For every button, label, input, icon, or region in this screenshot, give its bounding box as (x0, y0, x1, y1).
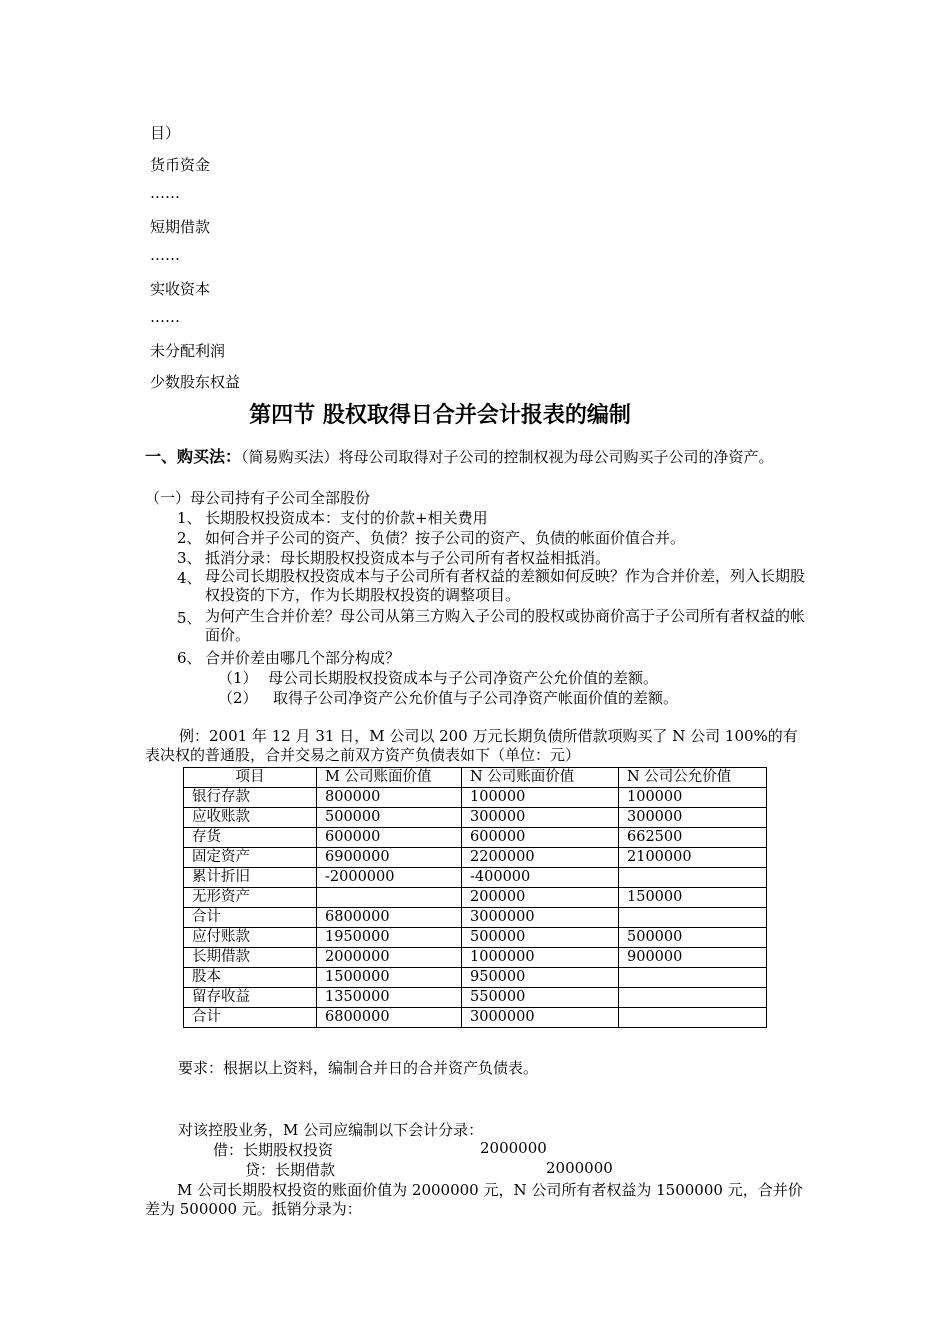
section-title: 第四节 股权取得日合并会计报表的编制 (249, 403, 631, 428)
point-num: 1、 (177, 509, 202, 527)
table-cell: 550000 (462, 988, 619, 1008)
table-cell: 600000 (317, 828, 462, 848)
table-cell: 1350000 (317, 988, 462, 1008)
list-line-5: 实收资本 (150, 280, 211, 298)
sub-point-num: （1） (218, 669, 258, 687)
example-paragraph: 例：2001 年 12 月 31 日，M 公司以 200 万元长期负债所借款项购买了 N 公司 100%的有表决权的普通股，合并交易之前双方资产负债表如下（单位：元） (145, 727, 798, 764)
table-cell: 留存收益 (184, 988, 317, 1008)
table-cell: 500000 (462, 928, 619, 948)
point-6 (177, 647, 401, 668)
table-cell: 3000000 (462, 1008, 619, 1028)
point-5 (177, 607, 810, 645)
point-text: 如何合并子公司的资产、负债？按子公司的资产、负债的帐面价值合并。 (205, 529, 686, 547)
table-cell: 银行存款 (184, 788, 317, 808)
table-cell: 固定资产 (184, 848, 317, 868)
table-cell: 662500 (619, 828, 767, 848)
table-cell: 100000 (462, 788, 619, 808)
table-cell: 2000000 (317, 948, 462, 968)
table-row (184, 908, 767, 928)
table-cell: 6800000 (317, 1008, 462, 1028)
subheading: （一）母公司持有子公司全部股份 (145, 489, 371, 507)
table-row (184, 1008, 767, 1028)
table-header-cell: N 公司公允价值 (619, 768, 767, 788)
table-row (184, 968, 767, 988)
table-header-cell: M 公司账面价值 (317, 768, 462, 788)
requirement-text: 要求：根据以上资料，编制合并日的合并资产负债表。 (178, 1059, 539, 1077)
table-cell: 存货 (184, 828, 317, 848)
table-cell: -400000 (462, 868, 619, 888)
table-cell: 500000 (317, 808, 462, 828)
point-4 (177, 567, 810, 605)
debit-label: 借：长期股权投资 (213, 1141, 334, 1159)
table-cell: 6900000 (317, 848, 462, 868)
table-cell (619, 908, 767, 928)
table-cell: 3000000 (462, 908, 619, 928)
closing-paragraph: M 公司长期股权投资的账面价值为 2000000 元，N 公司所有者权益为 1500000 元，合并价差为 500000 元。抵销分录为： (145, 1181, 803, 1218)
point-3 (177, 547, 611, 568)
table-row (184, 948, 767, 968)
table-cell: 950000 (462, 968, 619, 988)
table-cell: 2100000 (619, 848, 767, 868)
point-1 (177, 507, 488, 528)
point-num: 5、 (177, 609, 202, 627)
point-text: 合并价差由哪几个部分构成？ (205, 649, 401, 667)
balance-sheet-table (183, 767, 767, 1028)
list-line-8: 少数股东权益 (150, 373, 241, 391)
table-header-row (184, 768, 767, 788)
table-cell: 合计 (184, 1008, 317, 1028)
table-cell: 600000 (462, 828, 619, 848)
table-header-cell: N 公司账面价值 (462, 768, 619, 788)
sub-point-num: （2） (218, 689, 258, 707)
list-line-3: 短期借款 (150, 218, 211, 236)
table-cell: 1000000 (462, 948, 619, 968)
point-text: 抵消分录：母长期股权投资成本与子公司所有者权益相抵消。 (205, 549, 611, 567)
sub-point-text: 取得子公司净资产公允价值与子公司净资产帐面价值的差额。 (273, 689, 679, 707)
point-num: 6、 (177, 649, 202, 667)
table-cell: 200000 (462, 888, 619, 908)
list-line-4: …… (150, 246, 180, 264)
table-cell: 长期借款 (184, 948, 317, 968)
sub-point-1 (218, 667, 659, 688)
point-text: 为何产生合并价差？母公司从第三方购入子公司的股权或协商价高于子公司所有者权益的帐面价。 (205, 607, 806, 644)
list-line-0: 目） (150, 124, 181, 142)
table-cell (619, 988, 767, 1008)
point-num: 3、 (177, 549, 202, 567)
table-cell (619, 868, 767, 888)
list-line-1: 货币资金 (150, 156, 211, 174)
table-row (184, 808, 767, 828)
table-cell: 150000 (619, 888, 767, 908)
table-row (184, 888, 767, 908)
credit-amount: 2000000 (546, 1159, 613, 1177)
debit-amount: 2000000 (480, 1139, 547, 1157)
table-header-cell: 项目 (184, 768, 317, 788)
table-cell: 2200000 (462, 848, 619, 868)
table-row (184, 848, 767, 868)
point-num: 2、 (177, 529, 202, 547)
table-cell (619, 968, 767, 988)
table-row (184, 788, 767, 808)
list-line-2: …… (150, 184, 180, 202)
table-cell: 股本 (184, 968, 317, 988)
sub-point-text: 母公司长期股权投资成本与子公司净资产公允价值的差额。 (268, 669, 659, 687)
table-row (184, 988, 767, 1008)
sub-point-2 (218, 687, 679, 708)
point-num: 4、 (177, 569, 202, 587)
table-row (184, 868, 767, 888)
table-cell: 300000 (619, 808, 767, 828)
table-cell: 应付账款 (184, 928, 317, 948)
table-cell: 1500000 (317, 968, 462, 988)
table-row (184, 928, 767, 948)
list-line-7: 未分配利润 (150, 342, 226, 360)
point-text: 母公司长期股权投资成本与子公司所有者权益的差额如何反映？作为合并价差，列入长期股权投资的下方，作为长期股权投资的调整项目。 (205, 567, 806, 604)
table-cell: 800000 (317, 788, 462, 808)
table-cell: 累计折旧 (184, 868, 317, 888)
table-cell: 6800000 (317, 908, 462, 928)
list-line-6: …… (150, 308, 180, 326)
table-cell (317, 888, 462, 908)
purchase-paragraph (145, 447, 810, 467)
table-cell: 合计 (184, 908, 317, 928)
table-cell (619, 1008, 767, 1028)
table-cell: 1950000 (317, 928, 462, 948)
point-2 (177, 527, 686, 548)
purchase-heading: 一、购买法： (145, 447, 242, 466)
table-cell: 应收账款 (184, 808, 317, 828)
table-row (184, 828, 767, 848)
table-cell: 100000 (619, 788, 767, 808)
entries-intro: 对该控股业务，M 公司应编制以下会计分录： (178, 1121, 484, 1139)
credit-label: 贷：长期借款 (245, 1161, 336, 1179)
table-cell: 900000 (619, 948, 767, 968)
table-cell: -2000000 (317, 868, 462, 888)
table-cell: 500000 (619, 928, 767, 948)
purchase-text: （简易购买法）将母公司取得对子公司的控制权视为母公司购买子公司的净资产。 (241, 448, 774, 466)
table-cell: 300000 (462, 808, 619, 828)
point-text: 长期股权投资成本：支付的价款+相关费用 (205, 509, 488, 527)
table-cell: 无形资产 (184, 888, 317, 908)
